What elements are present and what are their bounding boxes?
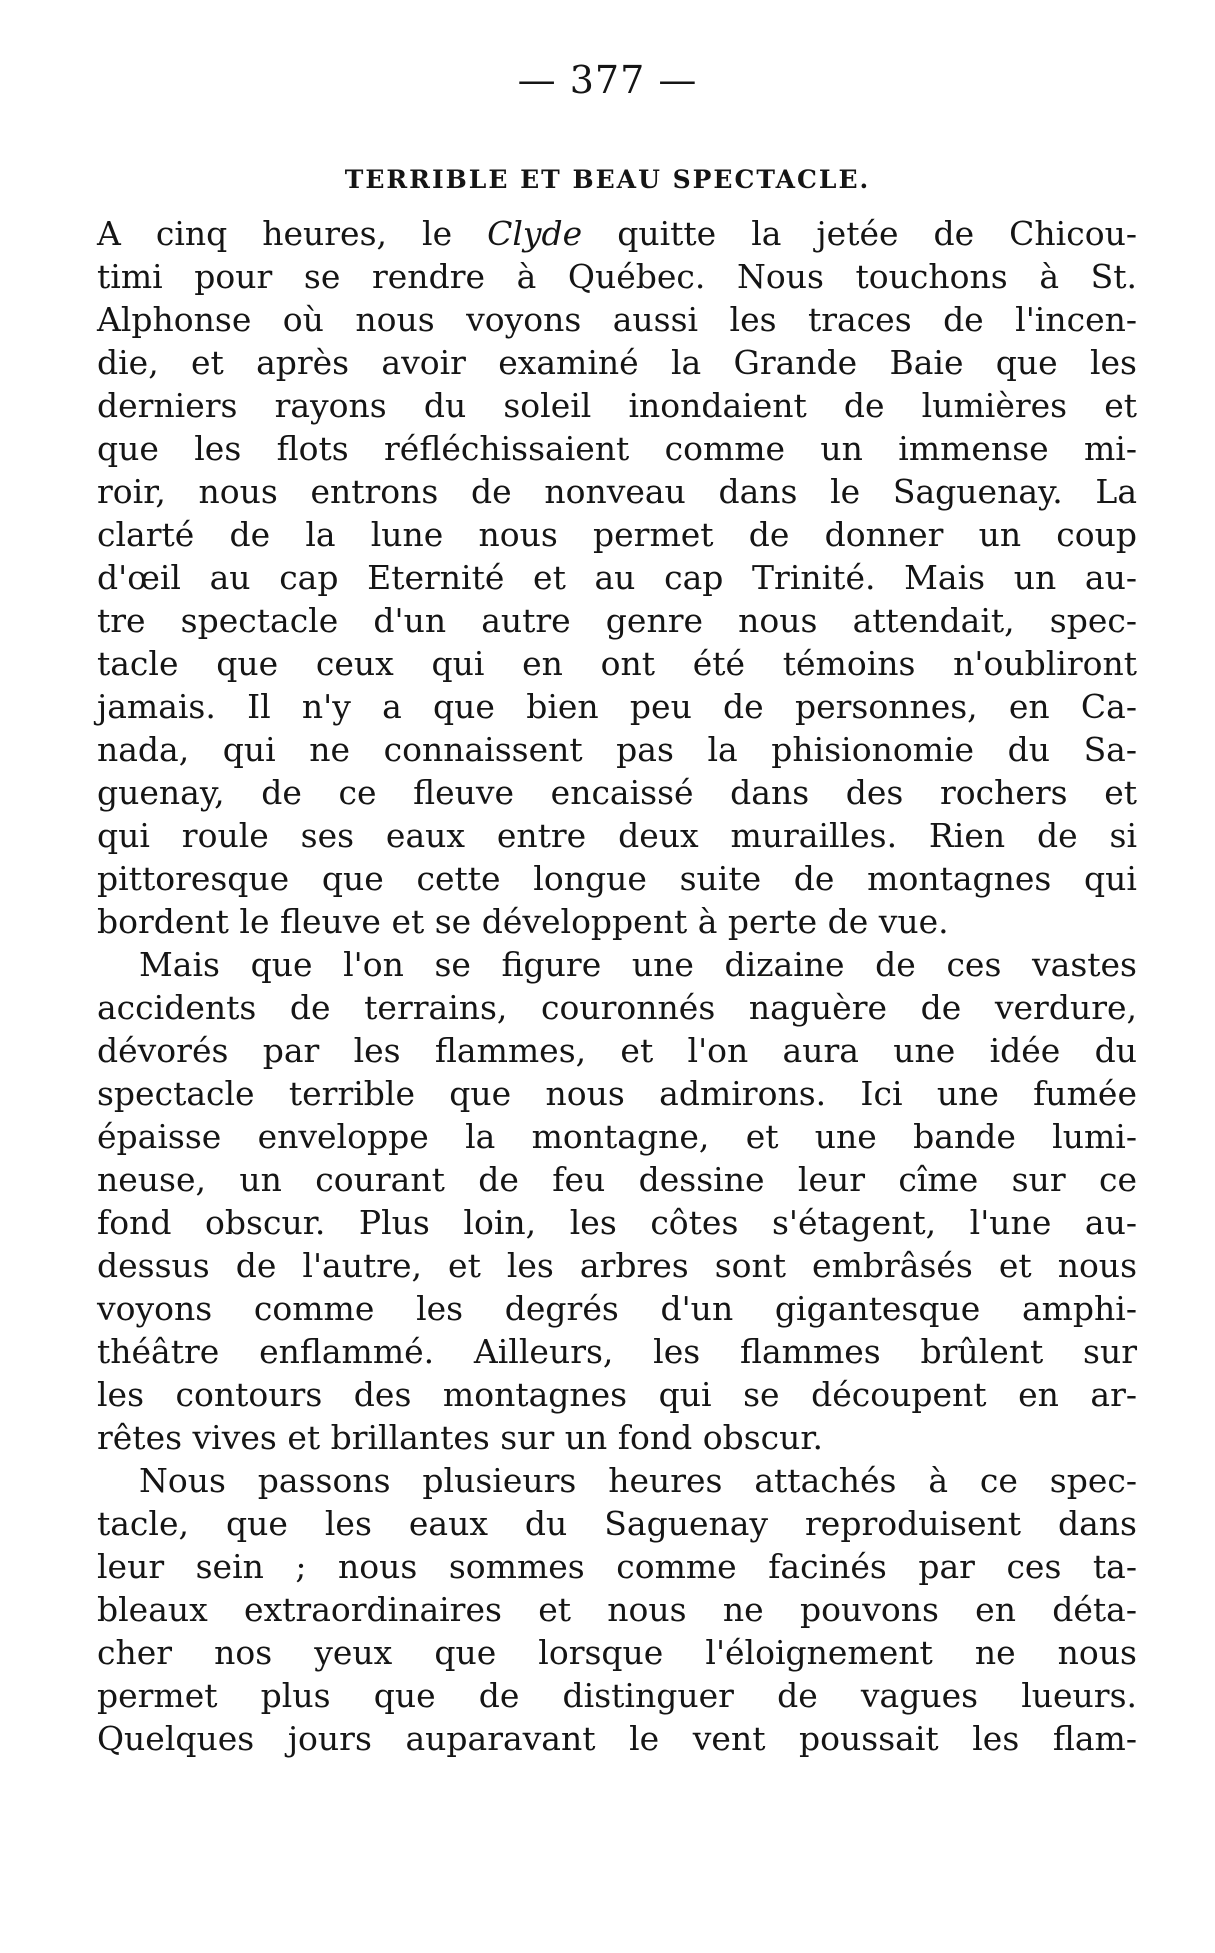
text-line: tacle, que les eaux du Saguenay reproduisent dans (97, 1504, 1137, 1543)
text-line: nada, qui ne connaissent pas la phisionomie du Sa- (97, 730, 1137, 769)
text-line: tacle que ceux qui en ont été témoins n'oubliront (97, 644, 1137, 683)
text-line: cher nos yeux que lorsque l'éloignement ne nous (97, 1633, 1137, 1672)
page-number: — 377 — (517, 58, 698, 102)
text-line: die, et après avoir examiné la Grande Baie que les (97, 343, 1137, 382)
text-line: voyons comme les degrés d'un gigantesque amphi- (97, 1289, 1137, 1328)
text-line: dessus de l'autre, et les arbres sont embrâsés et nous (97, 1246, 1137, 1285)
text-line: bordent le fleuve et se développent à perte de vue. (97, 902, 949, 941)
text-line: neuse, un courant de feu dessine leur cîme sur ce (97, 1160, 1137, 1199)
text-line: tre spectacle d'un autre genre nous attendait, spec- (97, 601, 1137, 640)
text-line: roir, nous entrons de nonveau dans le Saguenay. La (97, 472, 1137, 511)
text-line: qui roule ses eaux entre deux murailles. Rien de si (97, 816, 1137, 855)
text-line: Mais que l'on se figure une dizaine de ces vastes (139, 945, 1137, 984)
text-line: Quelques jours auparavant le vent poussait les flam- (97, 1719, 1137, 1758)
text-line: guenay, de ce fleuve encaissé dans des rochers et (97, 773, 1137, 812)
text-line: dévorés par les flammes, et l'on aura une idée du (97, 1031, 1137, 1070)
text-line: théâtre enflammé. Ailleurs, les flammes brûlent sur (97, 1332, 1137, 1371)
text-line: permet plus que de distinguer de vagues lueurs. (97, 1676, 1137, 1715)
text-line: bleaux extraordinaires et nous ne pouvons en déta- (97, 1590, 1137, 1629)
text-line: timi pour se rendre à Québec. Nous touchons à St. (97, 257, 1137, 296)
body-text (97, 212, 1137, 1760)
running-title: TERRIBLE ET BEAU SPECTACLE. (344, 165, 871, 194)
text-line: rêtes vives et brillantes sur un fond obscur. (97, 1418, 823, 1457)
text-line: accidents de terrains, couronnés naguère de verdure, (97, 988, 1137, 1027)
text-line: épaisse enveloppe la montagne, et une bande lumi- (97, 1117, 1137, 1156)
text-line: Alphonse où nous voyons aussi les traces de l'incen- (97, 300, 1137, 339)
text-line: Nous passons plusieurs heures attachés à ce spec- (139, 1461, 1137, 1500)
text-line: derniers rayons du soleil inondaient de lumières et (97, 386, 1137, 425)
text-run: A cinq heures, le (97, 214, 488, 253)
text-run: quitte la jetée de Chicou- (582, 214, 1137, 253)
text-line: clarté de la lune nous permet de donner un coup (97, 515, 1137, 554)
text-line: que les flots réfléchissaient comme un immense mi- (97, 429, 1137, 468)
ship-name: Clyde (487, 214, 583, 253)
text-line: fond obscur. Plus loin, les côtes s'étagent, l'une au- (97, 1203, 1137, 1242)
text-line: pittoresque que cette longue suite de montagnes qui (97, 859, 1137, 898)
text-line: jamais. Il n'y a que bien peu de personnes, en Ca- (97, 687, 1137, 726)
text-line: les contours des montagnes qui se découpent en ar- (97, 1375, 1137, 1414)
text-line: spectacle terrible que nous admirons. Ici une fumée (97, 1074, 1137, 1113)
text-line (97, 212, 1137, 255)
text-line: leur sein ; nous sommes comme facinés par ces ta- (97, 1547, 1137, 1586)
text-line: d'œil au cap Eternité et au cap Trinité. Mais un au- (97, 558, 1137, 597)
